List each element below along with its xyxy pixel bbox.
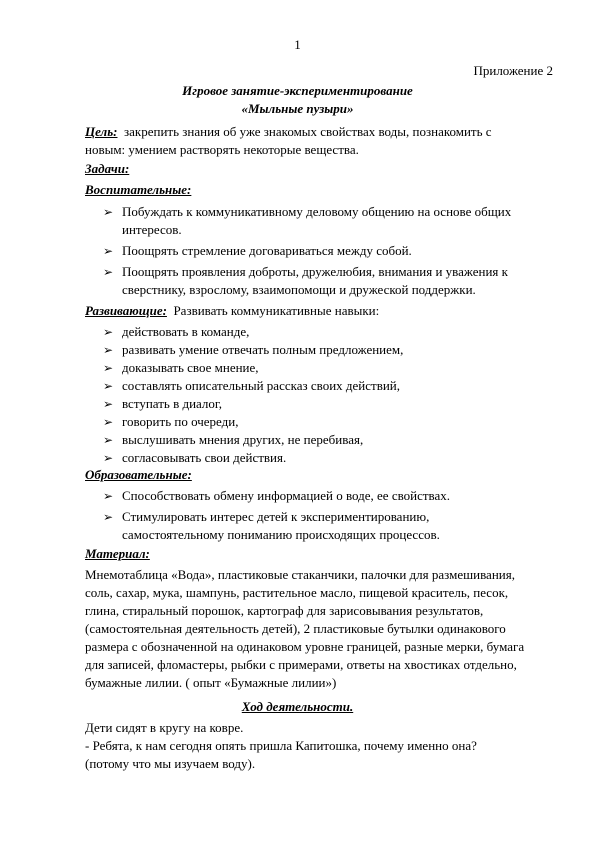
developing-item: доказывать свое мнение, (122, 360, 259, 375)
developing-text: Развивать коммуникативные навыки: (173, 303, 380, 318)
arrow-bullet-icon: ➢ (103, 510, 114, 524)
educational-item-3-line-1: Поощрять проявления доброты, дружелюбия, внимания и уважения к (122, 264, 508, 279)
procedure-line: (потому что мы изучаем воду). (85, 756, 256, 771)
arrow-bullet-icon: ➢ (103, 244, 114, 258)
developing-item: действовать в команде, (122, 324, 250, 339)
goal-label: Цель: (85, 124, 118, 139)
material-line: для записей, фломастеры, рыбки с примерами, ответы на хвостиках отдельно, (85, 657, 517, 672)
teaching-label: Образовательные: (85, 467, 192, 482)
procedure-line: - Ребята, к нам сегодня опять пришла Капитошка, почему именно она? (85, 738, 477, 753)
teaching-item-2-line-1: Стимулировать интерес детей к экспериментированию, (122, 509, 430, 524)
material-line: соль, сахар, мука, шампунь, растительное масло, пищевой краситель, песок, (85, 585, 509, 600)
educational-item-1-line-1: Побуждать к коммуникативному деловому общению на основе общих (122, 204, 512, 219)
developing-item: говорить по очереди, (122, 414, 239, 429)
educational-item-3-line-2: сверстнику, взрослому, взаимопомощи и дружеской поддержки. (122, 282, 476, 297)
arrow-bullet-icon: ➢ (103, 451, 114, 465)
arrow-bullet-icon: ➢ (103, 397, 114, 411)
tasks-label: Задачи: (85, 161, 130, 176)
developing-label: Развивающие: (85, 303, 167, 318)
goal-line-1 (85, 123, 492, 141)
arrow-bullet-icon: ➢ (103, 343, 114, 357)
material-line: глина, стиральный порошок, картограф для зарисовывания результатов, (85, 603, 484, 618)
material-line: Мнемотаблица «Вода», пластиковые стаканчики, палочки для размешивания, (85, 567, 515, 582)
arrow-bullet-icon: ➢ (103, 489, 114, 503)
arrow-bullet-icon: ➢ (103, 265, 114, 279)
arrow-bullet-icon: ➢ (103, 205, 114, 219)
educational-label: Воспитательные: (85, 182, 192, 197)
teaching-item-1: Способствовать обмену информацией о воде, ее свойствах. (122, 488, 451, 503)
goal-line-2: новым: умением растворять некоторые вещества. (85, 142, 359, 157)
arrow-bullet-icon: ➢ (103, 433, 114, 447)
title-line-1: Игровое занятие-экспериментирование (182, 83, 413, 98)
developing-item: вступать в диалог, (122, 396, 223, 411)
arrow-bullet-icon: ➢ (103, 415, 114, 429)
page-number: 1 (294, 37, 301, 52)
developing-item: выслушивать мнения других, не перебивая, (122, 432, 364, 447)
material-label: Материал: (85, 546, 150, 561)
material-line: размера с обозначенной на одинаковом уровне границей, разные мерки, бумага (85, 639, 525, 654)
procedure-line: Дети сидят в кругу на ковре. (85, 720, 244, 735)
educational-item-1-line-2: интересов. (122, 222, 182, 237)
teaching-item-2-line-2: самостоятельному пониманию происходящих процессов. (122, 527, 440, 542)
procedure-title: Ход деятельности. (241, 699, 354, 714)
educational-item-2: Поощрять стремление договариваться между собой. (122, 243, 412, 258)
developing-line (85, 302, 379, 320)
material-line: бумажные лилии. ( опыт «Бумажные лилии») (85, 675, 337, 690)
developing-item: развивать умение отвечать полным предложением, (122, 342, 404, 357)
goal-text-1: закрепить знания об уже знакомых свойствах воды, познакомить с (124, 124, 492, 139)
material-line: (самостоятельная деятельность детей), 2 пластиковые бутылки одинакового (85, 621, 506, 636)
appendix-label: Приложение 2 (473, 63, 553, 78)
developing-item: согласовывать свои действия. (122, 450, 287, 465)
title-line-2: «Мыльные пузыри» (241, 101, 354, 116)
arrow-bullet-icon: ➢ (103, 361, 114, 375)
arrow-bullet-icon: ➢ (103, 325, 114, 339)
developing-item: составлять описательный рассказ своих действий, (122, 378, 401, 393)
arrow-bullet-icon: ➢ (103, 379, 114, 393)
